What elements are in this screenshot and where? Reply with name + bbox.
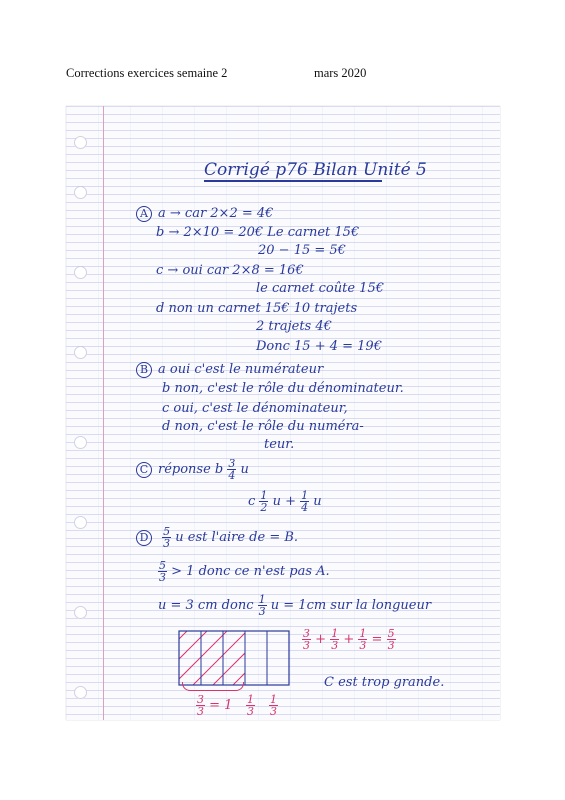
section-c-line-1 [136, 458, 249, 481]
fraction [358, 628, 367, 651]
binder-hole [74, 686, 87, 699]
unit-u: u [240, 462, 249, 477]
fraction [158, 560, 167, 583]
fraction-denominator: 3 [359, 639, 367, 652]
fraction-denominator: 3 [387, 639, 395, 652]
bottom-fraction-third-a [246, 694, 255, 717]
binder-hole [74, 346, 87, 359]
fraction-denominator: 4 [301, 501, 309, 514]
section-c-marker: C [136, 462, 152, 478]
area-diagram [178, 630, 290, 686]
section-c-prefix: réponse b [158, 462, 224, 477]
section-c-line2-mid: u + [272, 494, 296, 509]
section-b-answer-a: a oui c'est le numérateur [158, 362, 324, 377]
section-b-line-a [136, 362, 323, 378]
section-d-line2-text: > 1 donc ce n'est pas A. [171, 564, 330, 579]
fraction [302, 628, 311, 651]
binder-hole [74, 516, 87, 529]
fraction [196, 694, 205, 717]
fraction-denominator: 3 [331, 639, 339, 652]
section-d-line-3 [158, 594, 431, 617]
section-c-line-2 [248, 490, 322, 513]
fraction-numerator: 1 [359, 627, 367, 640]
equals-one: = 1 [209, 698, 233, 713]
section-b-answer-d2: teur. [264, 437, 295, 452]
fraction-numerator: 3 [197, 693, 204, 706]
fraction-numerator: 3 [228, 457, 236, 470]
plus-sign: + [343, 632, 355, 647]
fraction [387, 628, 396, 651]
fraction-denominator: 3 [159, 571, 166, 584]
fraction [162, 526, 171, 549]
fraction-numerator: 1 [301, 489, 309, 502]
section-a-answer-d3: Donc 15 + 4 = 19€ [256, 339, 382, 354]
fraction-numerator: 1 [247, 693, 254, 706]
fraction-denominator: 3 [163, 537, 171, 550]
section-a-answer-b2: 20 − 15 = 5€ [258, 243, 346, 258]
fraction-denominator: 3 [197, 705, 204, 718]
section-a-answer-d1: d non un carnet 15€ 10 trajets [156, 301, 358, 316]
section-a-answer-b1: b → 2×10 = 20€ Le carnet 15€ [156, 225, 360, 240]
diagram-outer-rect [179, 631, 289, 685]
fraction-numerator: 3 [303, 627, 310, 640]
equals-sign: = [371, 632, 383, 647]
section-a-answer-c1: c → oui car 2×8 = 16€ [156, 263, 304, 278]
section-d-note: C est trop grande. [324, 675, 445, 690]
section-d-line-1 [136, 526, 298, 549]
header-title: Corrections exercices semaine 2 [66, 66, 228, 80]
binder-hole [74, 266, 87, 279]
fraction-denominator: 3 [247, 705, 254, 718]
section-b-answer-b: b non, c'est le rôle du dénominateur. [162, 381, 404, 396]
page-title: Corrigé p76 Bilan Unité 5 [204, 160, 427, 180]
binder-holes [74, 106, 88, 720]
binder-hole [74, 136, 87, 149]
fraction [227, 458, 236, 481]
fraction-numerator: 1 [270, 693, 277, 706]
fraction-denominator: 4 [228, 469, 236, 482]
fraction [258, 594, 267, 617]
section-d-line1-text: u est l'aire de = B. [175, 530, 299, 545]
fraction-numerator: 1 [258, 593, 266, 606]
fraction [300, 490, 309, 513]
fraction [246, 694, 255, 717]
binder-hole [74, 606, 87, 619]
fraction-numerator: 5 [159, 559, 166, 572]
plus-sign: + [315, 632, 327, 647]
fraction [259, 490, 268, 513]
section-d-line3-post: u = 1cm sur la longueur [270, 598, 432, 613]
fraction-denominator: 3 [258, 605, 266, 618]
section-b-answer-d1: d non, c'est le rôle du numéra- [162, 419, 364, 434]
section-a-marker: A [136, 206, 152, 222]
section-a-answer-c2: le carnet coûte 15€ [256, 281, 384, 296]
pink-fraction-sum [302, 628, 396, 651]
title-underline [204, 180, 382, 182]
section-a-answer-a: a → car 2×2 = 4€ [158, 206, 274, 221]
section-a-line-a [136, 206, 273, 222]
binder-hole [74, 436, 87, 449]
binder-hole [74, 186, 87, 199]
section-d-marker: D [136, 530, 152, 546]
fraction-numerator: 5 [387, 627, 395, 640]
bottom-fraction-third-b [269, 694, 278, 717]
section-b-marker: B [136, 362, 152, 378]
fraction-denominator: 3 [303, 639, 310, 652]
fraction-denominator: 2 [260, 501, 268, 514]
fraction [269, 694, 278, 717]
section-c-line2-prefix: c [248, 494, 256, 509]
unit-u: u [313, 494, 322, 509]
section-b-answer-c: c oui, c'est le dénominateur, [162, 401, 348, 416]
bottom-fraction-whole [196, 694, 232, 717]
fraction-numerator: 1 [260, 489, 268, 502]
section-d-line3-pre: u = 3 cm donc [158, 598, 254, 613]
pink-brace [182, 682, 244, 691]
header-date: mars 2020 [314, 66, 367, 80]
fraction-numerator: 5 [163, 525, 171, 538]
lined-notebook-page [66, 106, 500, 720]
fraction [330, 628, 339, 651]
section-a-answer-d2: 2 trajets 4€ [256, 319, 332, 334]
section-d-line-2 [158, 560, 330, 583]
fraction-denominator: 3 [270, 705, 277, 718]
fraction-numerator: 1 [331, 627, 339, 640]
